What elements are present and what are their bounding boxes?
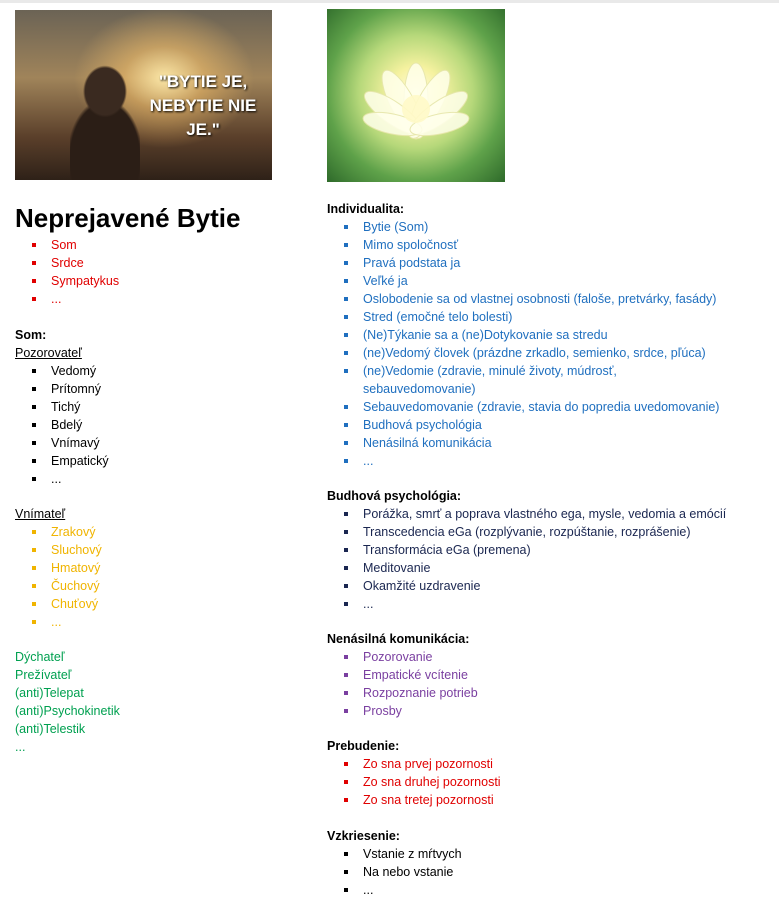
list-item: Zo sna druhej pozornosti (327, 773, 501, 791)
vnimatel-label: Vnímateľ (15, 507, 66, 521)
list-item: Porážka, smrť a poprava vlastného ega, mysle, vedomia a emócií (327, 505, 726, 523)
budhova-list (327, 505, 726, 613)
list-item: Vnímavý (15, 434, 109, 452)
list-item: ... (327, 452, 719, 470)
text-line: ... (15, 740, 26, 754)
list-item: Veľké ja (327, 272, 719, 290)
prebudenie-section (327, 737, 501, 809)
list-item: Oslobodenie sa od vlastnej osobnosti (faloše, pretvárky, fasády) (327, 290, 719, 308)
list-item: Okamžité uzdravenie (327, 577, 726, 595)
text-line: Prežívateľ (15, 668, 72, 682)
list-item: Meditovanie (327, 559, 726, 577)
vnimatel-list (15, 523, 102, 631)
photo-quote-line: NEBYTIE NIE JE." (149, 96, 257, 139)
list-item: Chuťový (15, 595, 102, 613)
list-item: Bdelý (15, 416, 109, 434)
vzkriesenie-list (327, 845, 462, 899)
page-title: Neprejavené Bytie (15, 203, 241, 233)
list-item: Budhová psychológia (327, 416, 719, 434)
list-item: Transcedencia eGa (rozplývanie, rozpúštanie, rozprášenie) (327, 523, 726, 541)
text-line: (anti)Psychokinetik (15, 704, 120, 718)
prebudenie-heading: Prebudenie: (327, 739, 400, 753)
pozorovatel-list (15, 362, 109, 488)
list-item: (Ne)Týkanie sa a (ne)Dotykovanie sa stredu (327, 326, 719, 344)
list-item: Bytie (Som) (327, 218, 719, 236)
intro-section (15, 236, 119, 308)
list-item: Som (15, 236, 119, 254)
lotus-flower-icon (327, 9, 505, 182)
pozorovatel-label: Pozorovateľ (15, 346, 82, 360)
som-section (15, 326, 109, 488)
list-item: Srdce (15, 254, 119, 272)
individualita-list (327, 218, 719, 470)
nenasilna-section (327, 630, 478, 720)
prebudenie-list (327, 755, 501, 809)
other-section (15, 648, 120, 756)
intro-list (15, 236, 119, 308)
list-item: Sympatykus (15, 272, 119, 290)
lotus-image (327, 9, 505, 182)
list-item: Transformácia eGa (premena) (327, 541, 726, 559)
individualita-section (327, 200, 719, 470)
photo-quote (133, 70, 272, 142)
list-item: (ne)Vedomie (zdravie, minulé životy, múdrosť, sebauvedomovanie) (327, 362, 693, 398)
som-heading: Som: (15, 328, 47, 342)
list-item: Vstanie z mŕtvych (327, 845, 462, 863)
individualita-heading: Individualita: (327, 202, 405, 216)
quote-photo (15, 10, 272, 180)
list-item: Empatické vcítenie (327, 666, 478, 684)
list-item: Sluchový (15, 541, 102, 559)
list-item: Zrakový (15, 523, 102, 541)
list-item: Prosby (327, 702, 478, 720)
list-item: Pozorovanie (327, 648, 478, 666)
list-item: Zo sna prvej pozornosti (327, 755, 501, 773)
list-item: (ne)Vedomý človek (prázdne zrkadlo, semienko, srdce, pľúca) (327, 344, 719, 362)
list-item: Na nebo vstanie (327, 863, 462, 881)
list-item: Zo sna tretej pozornosti (327, 791, 501, 809)
nenasilna-heading: Nenásilná komunikácia: (327, 632, 470, 646)
budhova-section (327, 487, 726, 613)
list-item: Empatický (15, 452, 109, 470)
list-item: Rozpoznanie potrieb (327, 684, 478, 702)
list-item: ... (327, 595, 726, 613)
budhova-heading: Budhová psychológia: (327, 489, 462, 503)
vnimatel-section (15, 505, 102, 631)
list-item: Prítomný (15, 380, 109, 398)
photo-quote-line: "BYTIE JE, (158, 72, 248, 91)
list-item: Hmatový (15, 559, 102, 577)
list-item: ... (15, 290, 119, 308)
text-line: (anti)Telestik (15, 722, 86, 736)
text-line: Dýchateľ (15, 650, 65, 664)
vzkriesenie-section (327, 827, 462, 899)
nenasilna-list (327, 648, 478, 720)
list-item: Čuchový (15, 577, 102, 595)
list-item: Mimo spoločnosť (327, 236, 719, 254)
list-item: Nenásilná komunikácia (327, 434, 719, 452)
list-item: Tichý (15, 398, 109, 416)
vzkriesenie-heading: Vzkriesenie: (327, 829, 400, 843)
list-item: Sebauvedomovanie (zdravie, stavia do popredia uvedomovanie) (327, 398, 719, 416)
list-item: Pravá podstata ja (327, 254, 719, 272)
list-item: ... (15, 470, 109, 488)
person-silhouette (70, 65, 140, 180)
list-item: ... (327, 881, 462, 899)
list-item: Stred (emočné telo bolesti) (327, 308, 719, 326)
list-item: ... (15, 613, 102, 631)
list-item: Vedomý (15, 362, 109, 380)
top-border (0, 0, 779, 3)
text-line: (anti)Telepat (15, 686, 84, 700)
